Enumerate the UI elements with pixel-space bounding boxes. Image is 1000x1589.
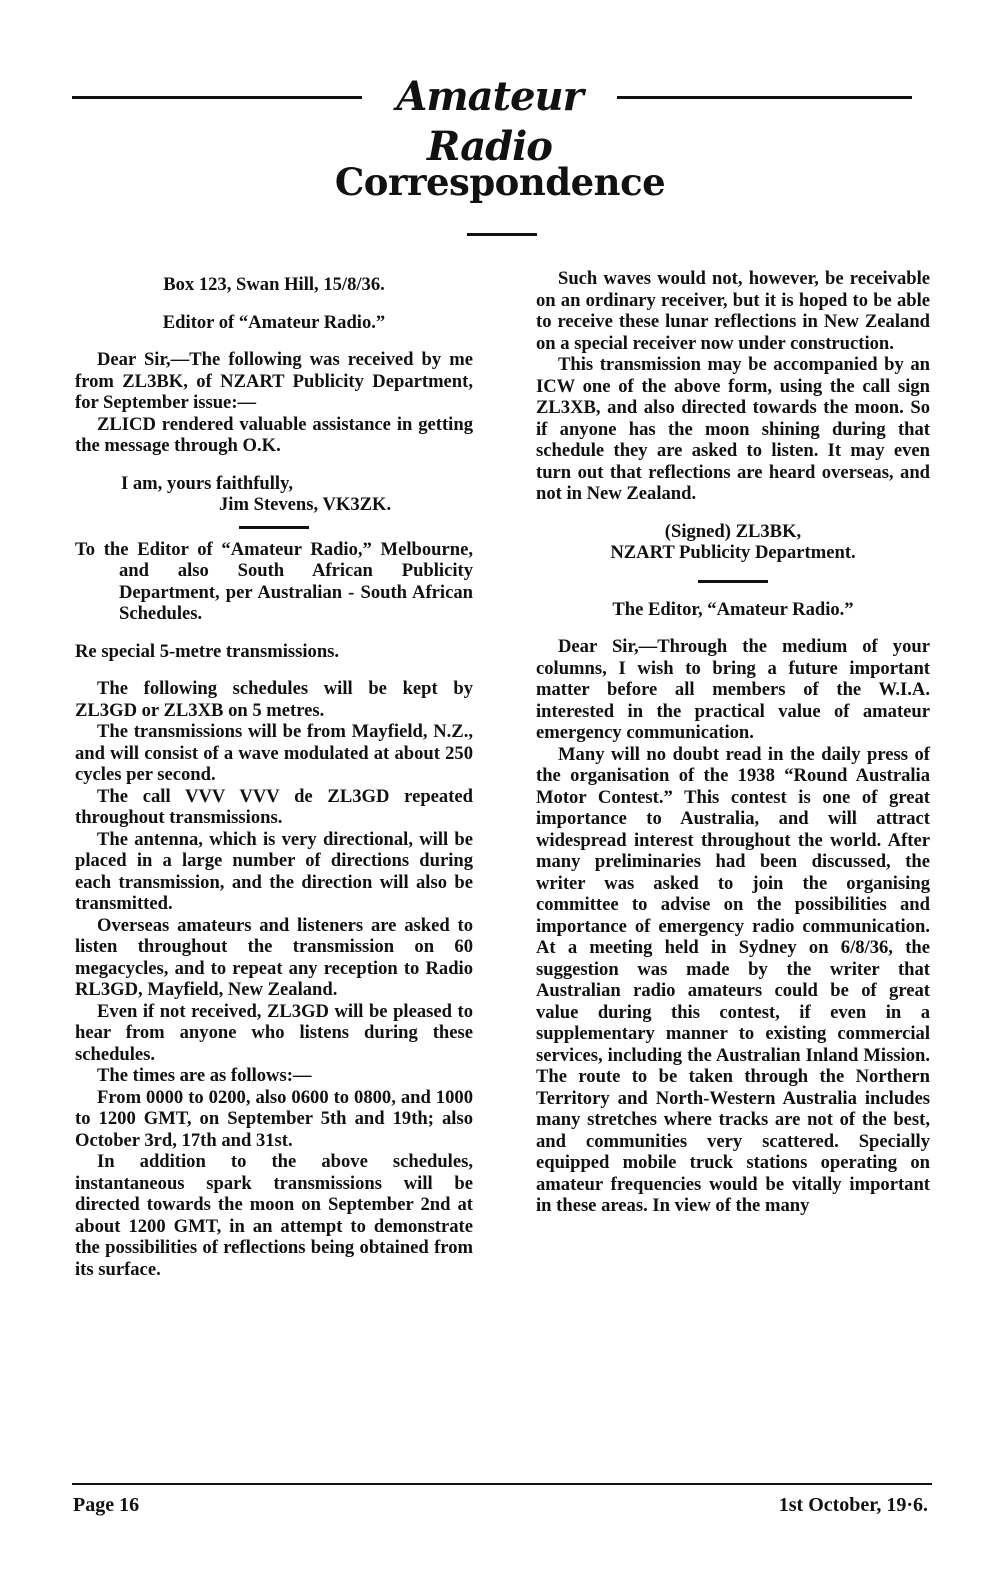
letter2-paragraph: The call VVV VVV de ZL3GD repeated throughout transmissions. (75, 785, 473, 828)
letter1-signature: Jim Stevens, VK3ZK. (219, 494, 392, 515)
letter2-paragraph: In addition to the above schedules, instantaneous spark transmissions will be directed towards the moon on September 2nd at about 1200 GMT, in an attempt to demonstrate the possibilities of reflections being obtained from its surface. (75, 1151, 473, 1280)
left-column (75, 268, 473, 1280)
page-number: Page 16 (73, 1494, 140, 1516)
letter1-closing: I am, yours faithfully, (121, 472, 294, 494)
letter2-paragraph: The following schedules will be kept by ZL3GD or ZL3XB on 5 metres. (75, 678, 473, 721)
letter1-body-2: ZLICD rendered valuable assistance in getting the message through O.K. (75, 413, 473, 456)
letter1-body: Dear Sir,—The following was received by me from ZL3BK, of NZART Publicity Department, for September issue:— (75, 349, 473, 413)
divider (239, 526, 309, 529)
issue-date: 1st October, 19·6. (778, 1494, 928, 1516)
letter2-signed: (Signed) ZL3BK, (664, 520, 802, 542)
letter2-paragraph: The transmissions will be from Mayfield, N.Z., and will consist of a wave modulated at about 250 cycles per second. (75, 721, 473, 785)
letter3-paragraph: Dear Sir,—Through the medium of your columns, I wish to bring a future important matter before all members of the W.I.A. interested in the practical value of amateur emergency communication. (536, 636, 930, 743)
letter2-addressee: To the Editor of “Amateur Radio,” Melbourne, and also South African Publicity Department, per Australian - South African Schedules. (75, 538, 473, 624)
letter2-continuation: This transmission may be accompanied by an ICW one of the above form, using the call sign ZL3XB, and also directed towards the moon. So if anyone has the moon shining during that schedule they are asked to listen. It may even turn out that reflections are heard overseas, and not in New Zealand. (536, 354, 930, 504)
letter2-paragraph: Overseas amateurs and listeners are asked to listen throughout the transmission on 60 megacycles, and to repeat any reception to Radio RL3GD, Mayfield, New Zealand. (75, 914, 473, 1000)
masthead-logo: Amateur Radio (396, 73, 583, 170)
letter3-paragraph: Many will no doubt read in the daily press of the organisation of the 1938 “Round Australia Motor Contest.” This contest is one of great importance to Australia, and will attract widespread interest throughout the world. After many preliminaries had been discussed, the writer was asked to join the organising committee to advise on the possibilities and importance of emergency radio communication. At a meeting held in Sydney on 6/8/36, the suggestion was made by the writer that Australian radio amateurs could be of great value during this contest, if even in a supplementary manner to existing commercial services, including the Australian Inland Mission. The route to be taken through the Northern Territory and North-Western Australia includes many stretches where tracks are not of the best, and communities very scattered. Specially equipped mobile truck stations operating on amateur frequencies would be vitally important in these areas. In view of the many (536, 743, 930, 1216)
right-column (536, 268, 930, 1217)
letter1-address: Box 123, Swan Hill, 15/8/36. (163, 274, 385, 295)
letter2-paragraph: The antenna, which is very directional, will be placed in a large number of directions during each transmission, and the direction will also be transmitted. (75, 828, 473, 914)
page-title: Correspondence (334, 160, 666, 204)
letter2-signed-department: NZART Publicity Department. (610, 542, 856, 563)
letter2-continuation: Such waves would not, however, be receivable on an ordinary receiver, but it is hoped to be able to receive these lunar reflections in New Zealand on a special receiver now under construction. (536, 268, 930, 354)
masthead-rule-right (617, 96, 912, 99)
masthead (72, 72, 912, 170)
letter2-subject: Re special 5-metre transmissions. (75, 640, 340, 662)
footer-rule (72, 1483, 932, 1485)
letter3-addressee: The Editor, “Amateur Radio.” (612, 598, 854, 620)
letter1-addressee: Editor of “Amateur Radio.” (162, 311, 386, 333)
letter2-paragraph: From 0000 to 0200, also 0600 to 0800, and 1000 to 1200 GMT, on September 5th and 19th; also October 3rd, 17th and 31st. (75, 1086, 473, 1151)
letter2-paragraph: Even if not received, ZL3GD will be pleased to hear from anyone who listens during these schedules. (75, 1000, 473, 1065)
title-divider (467, 233, 537, 236)
divider (698, 580, 768, 583)
letter2-paragraph: The times are as follows:— (97, 1065, 312, 1086)
masthead-rule-left (72, 96, 362, 99)
